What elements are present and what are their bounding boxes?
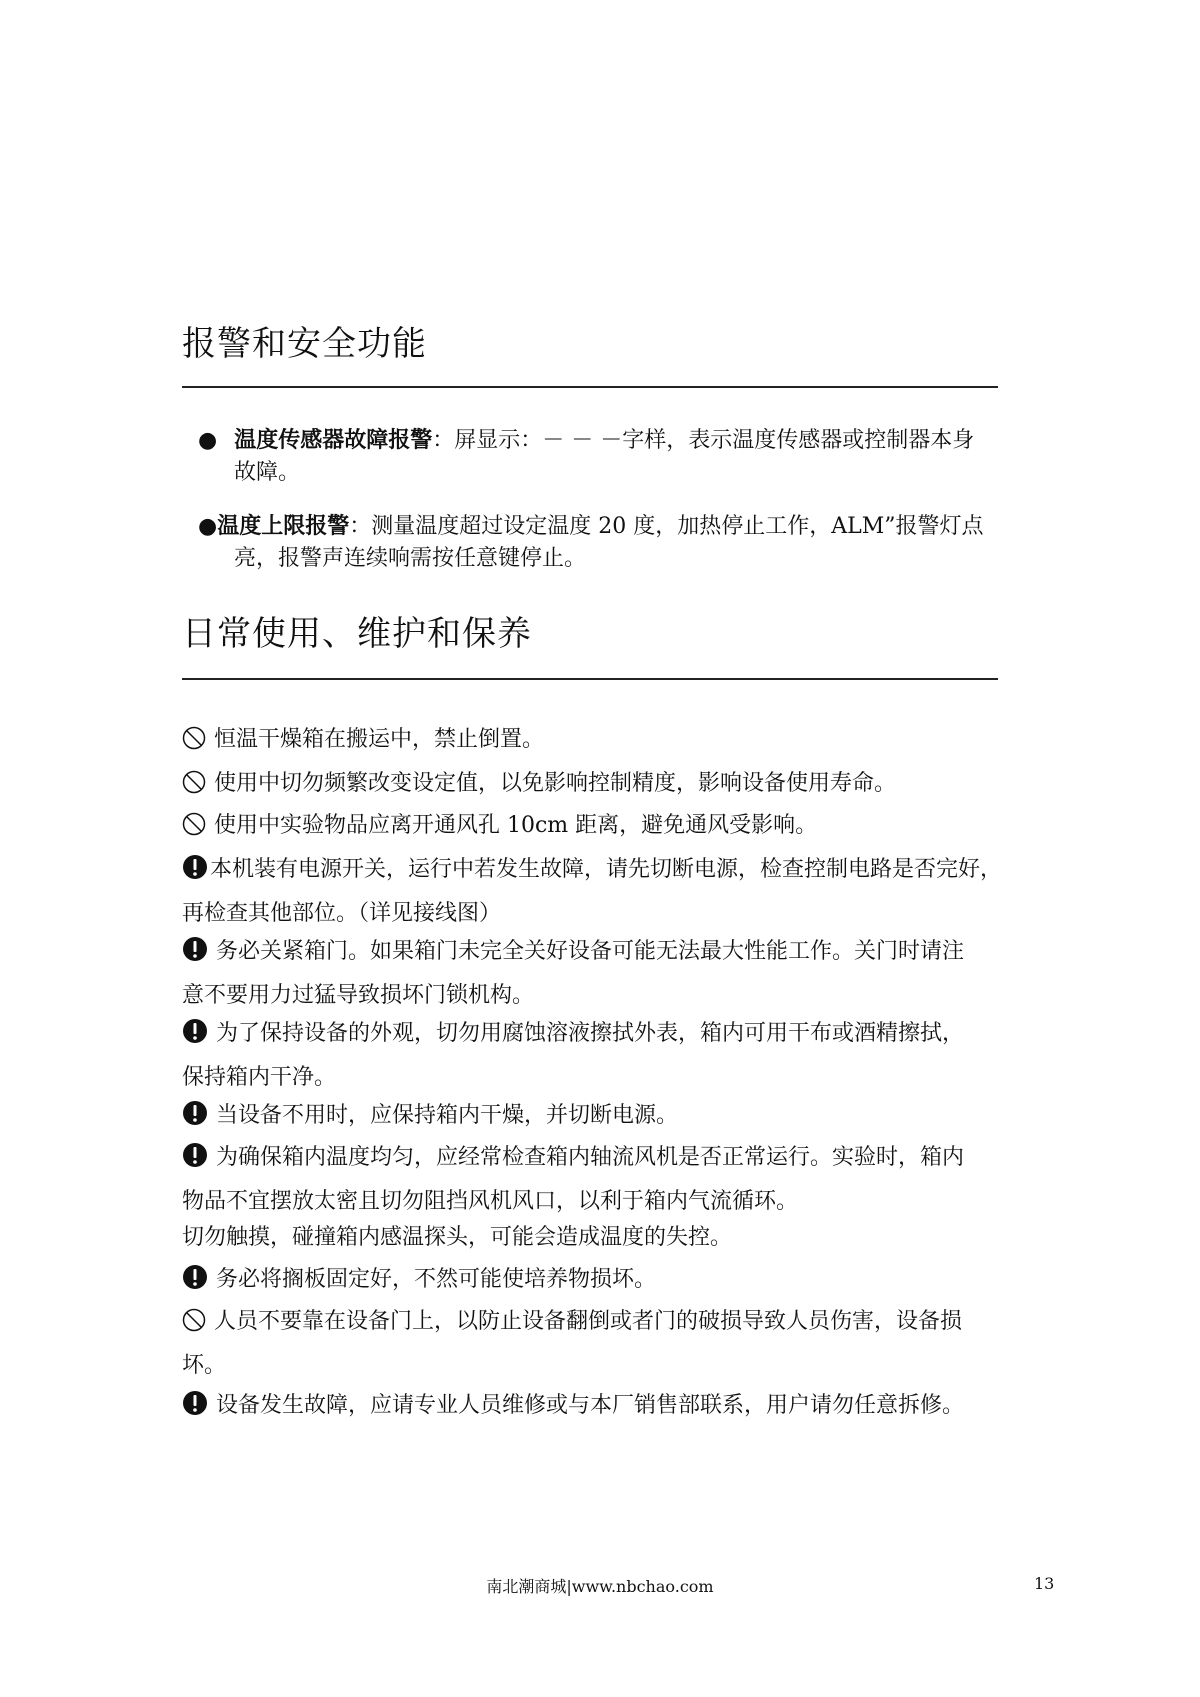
alarm-text-continued: 故障。 — [234, 460, 301, 485]
alarm-item-temp-upper-limit — [198, 510, 1058, 575]
prohibited-icon — [182, 1308, 206, 1332]
prohibited-icon — [182, 726, 206, 750]
footer-source: 南北潮商城|www.nbchao.com — [486, 1577, 714, 1596]
item-text-continued: 意不要用力过猛导致损坏门锁机构。 — [182, 983, 535, 1008]
item-text: 切勿触摸，碰撞箱内感温探头，可能会造成温度的失控。 — [182, 1225, 733, 1250]
warning-icon — [182, 1100, 208, 1126]
warning-icon — [182, 854, 208, 880]
item-text: 本机装有电源开关，运行中若发生故障，请先切断电源，检查控制电路是否完好， — [210, 857, 1003, 882]
warning-icon — [182, 1264, 208, 1290]
item-text: 务必关紧箱门。如果箱门未完全关好设备可能无法最大性能工作。关门时请注 — [216, 939, 965, 964]
item-text-continued: 再检查其他部位。（详见接线图） — [182, 901, 502, 926]
list-item — [182, 1384, 1052, 1428]
warning-icon — [182, 1018, 208, 1044]
item-text: 为确保箱内温度均匀，应经常检查箱内轴流风机是否正常运行。实验时，箱内 — [216, 1145, 965, 1170]
section-divider — [182, 386, 998, 388]
section-title-alarm-safety: 报警和安全功能 — [182, 324, 427, 364]
alarm-label: 温度传感器故障报警 — [234, 427, 433, 453]
item-text: 人员不要靠在设备门上，以防止设备翻倒或者门的破损导致人员伤害，设备损 — [214, 1309, 963, 1334]
warning-icon — [182, 936, 208, 962]
item-text-continued: 坏。 — [182, 1353, 227, 1378]
bullet-icon: ● — [198, 514, 218, 539]
list-item — [182, 848, 1052, 936]
alarm-text: ：屏显示：－ － －字样，表示温度传感器或控制器本身 — [432, 428, 975, 453]
list-item — [182, 762, 1052, 806]
warning-icon — [182, 1142, 208, 1168]
item-text-continued: 保持箱内干净。 — [182, 1065, 337, 1090]
list-item — [182, 804, 1052, 848]
item-text: 为了保持设备的外观，切勿用腐蚀溶液擦拭外表，箱内可用干布或酒精擦拭， — [216, 1021, 965, 1046]
alarm-label: 温度上限报警 — [217, 513, 350, 539]
bullet-icon: ● — [198, 428, 218, 453]
list-item — [182, 1094, 1052, 1138]
list-item — [182, 1258, 1052, 1302]
item-text: 设备发生故障，应请专业人员维修或与本厂销售部联系，用户请勿任意拆修。 — [216, 1393, 965, 1418]
list-item — [182, 1136, 1052, 1224]
prohibited-icon — [182, 770, 206, 794]
item-text-continued: 物品不宜摆放太密且切勿阻挡风机风口，以利于箱内气流循环。 — [182, 1189, 799, 1214]
item-text: 当设备不用时，应保持箱内干燥，并切断电源。 — [216, 1103, 679, 1128]
list-item — [182, 718, 1052, 762]
alarm-text: ：测量温度超过设定温度 20 度，加热停止工作，ALM”报警灯点 — [349, 514, 984, 539]
list-item — [182, 1300, 1052, 1388]
page-number: 13 — [1034, 1574, 1055, 1593]
list-item — [182, 1216, 1052, 1260]
alarm-item-sensor-fault — [198, 424, 1058, 489]
section-title-daily-use-maintenance: 日常使用、维护和保养 — [182, 614, 532, 654]
list-item — [182, 930, 1052, 1018]
section-divider — [182, 678, 998, 680]
item-text: 恒温干燥箱在搬运中，禁止倒置。 — [214, 727, 545, 752]
item-text: 使用中实验物品应离开通风孔 10cm 距离，避免通风受影响。 — [214, 813, 818, 838]
item-text: 使用中切勿频繁改变设定值，以免影响控制精度，影响设备使用寿命。 — [214, 771, 897, 796]
list-item — [182, 1012, 1052, 1100]
warning-icon — [182, 1390, 208, 1416]
prohibited-icon — [182, 812, 206, 836]
alarm-text-continued: 亮，报警声连续响需按任意键停止。 — [234, 546, 587, 571]
item-text: 务必将搁板固定好，不然可能使培养物损坏。 — [216, 1267, 657, 1292]
